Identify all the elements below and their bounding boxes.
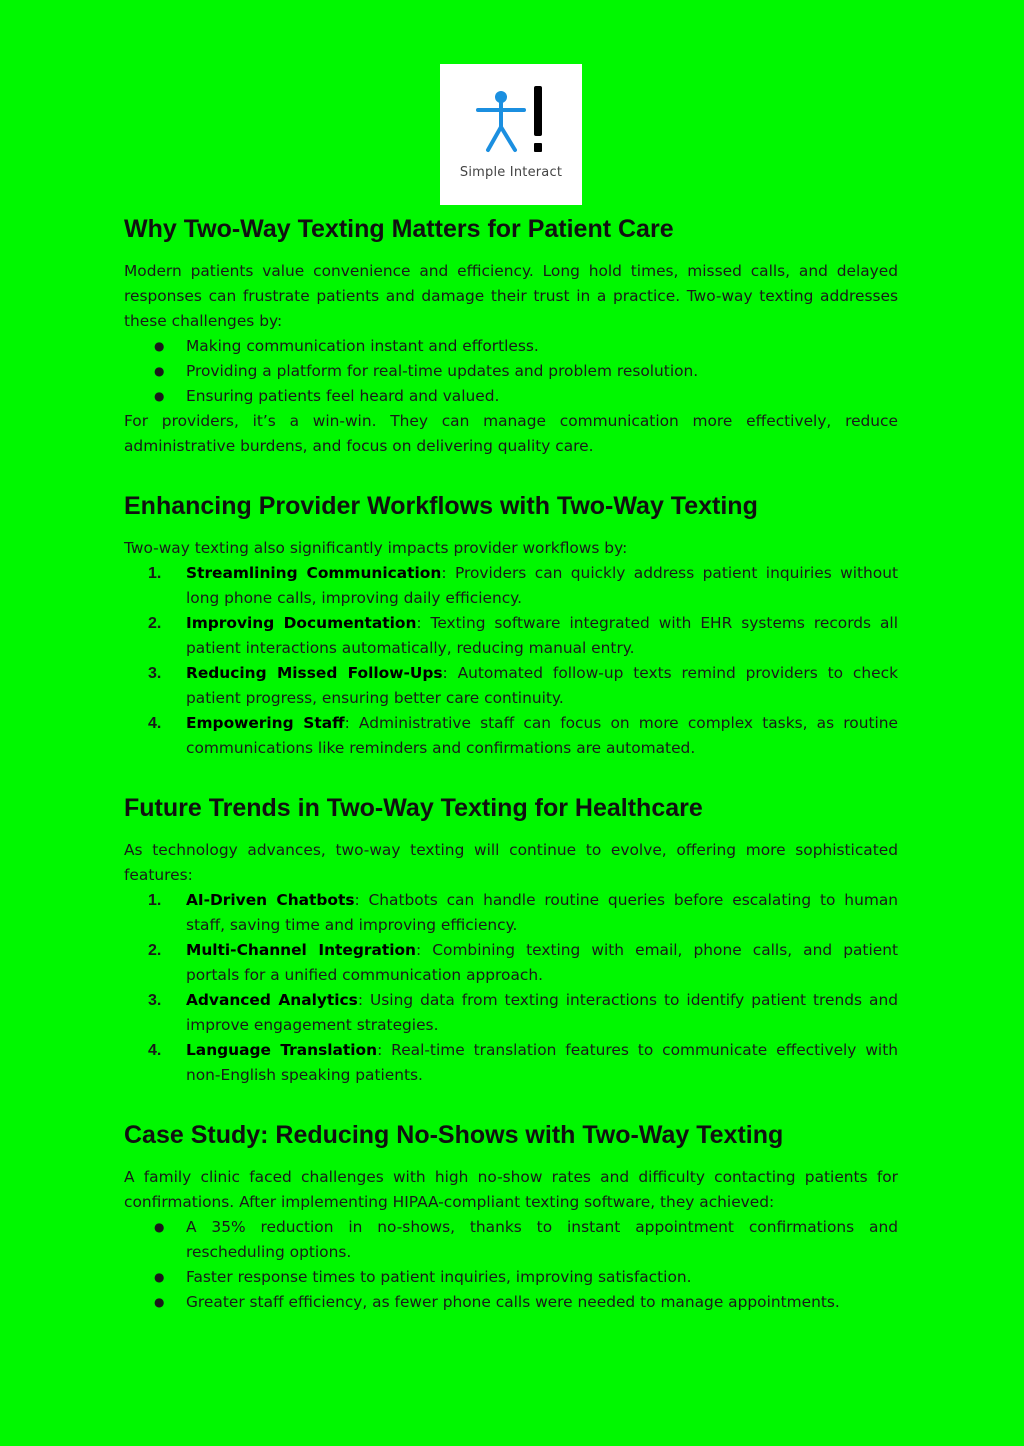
- section-heading: Case Study: Reducing No-Shows with Two-Way Texting: [124, 1121, 784, 1149]
- list-item: ● Ensuring patients feel heard and valued.: [124, 384, 898, 409]
- item-number: 4.: [148, 715, 162, 732]
- person-exclamation-icon: [440, 64, 582, 205]
- item-title: Multi-Channel Integration: [186, 941, 417, 959]
- section-intro: As technology advances, two-way texting will continue to evolve, offering more sophisticated features:: [124, 841, 898, 884]
- bullet-list: [124, 334, 898, 409]
- bullet-icon: ●: [154, 1220, 165, 1234]
- item-title: Reducing Missed Follow-Ups: [186, 664, 443, 682]
- bullet-icon: ●: [154, 1295, 165, 1309]
- list-item: 1. AI-Driven Chatbots: Chatbots can handle routine queries before escalating to human staff, saving time and improving efficiency.: [124, 888, 898, 938]
- item-title: Empowering Staff: [186, 714, 345, 732]
- list-item: 1. Streamlining Communication: Providers can quickly address patient inquiries without long phone calls, improving daily efficiency.: [124, 561, 898, 611]
- item-number: 2.: [148, 615, 162, 632]
- list-item: ● Greater staff efficiency, as fewer phone calls were needed to manage appointments.: [124, 1290, 898, 1315]
- section-intro: Modern patients value convenience and efficiency. Long hold times, missed calls, and delayed responses can frustrate patients and damage their trust in a practice. Two-way texting addresses these challenges by:: [124, 262, 898, 330]
- list-item: ● Faster response times to patient inquiries, improving satisfaction.: [124, 1265, 898, 1290]
- section-heading: Enhancing Provider Workflows with Two-Way Texting: [124, 492, 758, 520]
- item-number: 3.: [148, 665, 162, 682]
- section-outro: For providers, it’s a win-win. They can manage communication more effectively, reduce administrative burdens, and focus on delivering quality care.: [124, 412, 898, 455]
- item-title: Streamlining Communication: [186, 564, 442, 582]
- simple-interact-logo: [440, 64, 582, 205]
- bullet-icon: ●: [154, 1270, 165, 1284]
- section-patient-care: [124, 212, 898, 459]
- item-title: Advanced Analytics: [186, 991, 358, 1009]
- item-title: AI-Driven Chatbots: [186, 891, 355, 909]
- item-number: 3.: [148, 992, 162, 1009]
- list-item: 3. Reducing Missed Follow-Ups: Automated follow-up texts remind providers to check patient progress, ensuring better care continuity.: [124, 661, 898, 711]
- item-number: 1.: [148, 892, 162, 909]
- list-item: 2. Improving Documentation: Texting software integrated with EHR systems records all patient interactions automatically, reducing manual entry.: [124, 611, 898, 661]
- bullet-icon: ●: [154, 364, 165, 378]
- list-item: 3. Advanced Analytics: Using data from texting interactions to identify patient trends and improve engagement strategies.: [124, 988, 898, 1038]
- item-number: 1.: [148, 565, 162, 582]
- numbered-list: [124, 561, 898, 761]
- logo-text: Simple Interact: [459, 165, 563, 180]
- list-item: 4. Language Translation: Real-time translation features to communicate effectively with non-English speaking patients.: [124, 1038, 898, 1088]
- section-intro: A family clinic faced challenges with high no-show rates and difficulty contacting patients for confirmations. After implementing HIPAA-compliant texting software, they achieved:: [124, 1168, 898, 1211]
- item-title: Improving Documentation: [186, 614, 417, 632]
- item-title: Language Translation: [186, 1041, 378, 1059]
- bullet-list: [124, 1215, 898, 1315]
- list-item: 4. Empowering Staff: Administrative staff can focus on more complex tasks, as routine communications like reminders and confirmations are automated.: [124, 711, 898, 761]
- section-future-trends: [124, 791, 898, 1088]
- document-body: [124, 212, 898, 1315]
- section-heading: Future Trends in Two-Way Texting for Healthcare: [124, 794, 703, 822]
- section-case-study: [124, 1118, 898, 1315]
- list-item: ● Making communication instant and effortless.: [124, 334, 898, 359]
- item-number: 2.: [148, 942, 162, 959]
- section-heading: Why Two-Way Texting Matters for Patient Care: [124, 215, 674, 243]
- list-item: ● A 35% reduction in no-shows, thanks to instant appointment confirmations and rescheduling options.: [124, 1215, 898, 1265]
- list-item: ● Providing a platform for real-time updates and problem resolution.: [124, 359, 898, 384]
- item-number: 4.: [148, 1042, 162, 1059]
- numbered-list: [124, 888, 898, 1088]
- section-intro: Two-way texting also significantly impacts provider workflows by:: [124, 539, 628, 557]
- bullet-icon: ●: [154, 389, 165, 403]
- section-provider-workflows: [124, 489, 898, 761]
- bullet-icon: ●: [154, 339, 165, 353]
- list-item: 2. Multi-Channel Integration: Combining texting with email, phone calls, and patient portals for a unified communication approach.: [124, 938, 898, 988]
